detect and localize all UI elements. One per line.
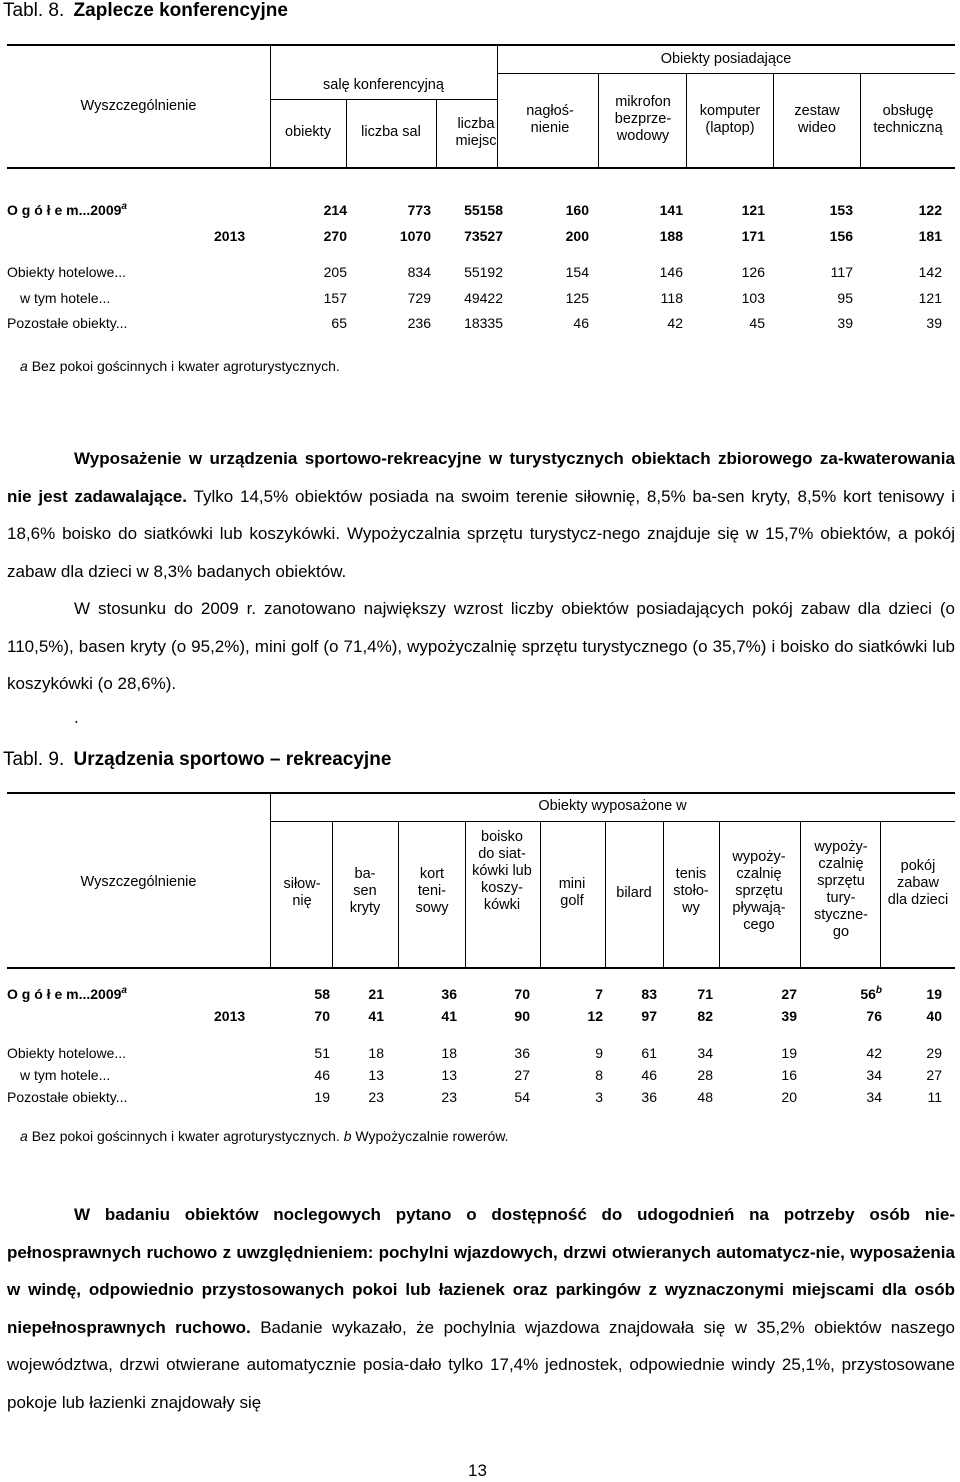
table9-cell: 11 <box>927 1089 942 1105</box>
table9-header-rule <box>7 967 955 969</box>
table8-rule-posiadajace <box>497 73 955 74</box>
paragraph-accessibility <box>7 1196 955 1421</box>
table9-cell: 90 <box>514 1008 530 1024</box>
footnote-mark: b <box>343 1128 352 1144</box>
table8-vrule <box>270 45 271 167</box>
table8-cell: 200 <box>565 228 589 244</box>
table8-cell: 214 <box>323 202 347 218</box>
table9-row-label <box>20 1067 110 1083</box>
table9-cell: 48 <box>697 1089 713 1105</box>
table8-cell: 236 <box>407 315 431 331</box>
table8-cell: 39 <box>837 315 853 331</box>
row-label-text: O g ó ł e m <box>7 202 79 218</box>
table9-cell: 36 <box>514 1045 530 1061</box>
table9-row-label-year: 2013 <box>214 1008 246 1024</box>
table8-cell: 142 <box>918 264 942 280</box>
table9-cell: 34 <box>697 1045 713 1061</box>
table9-cell: 83 <box>641 986 657 1002</box>
table8-cell: 73527 <box>464 228 503 244</box>
table8-rule-sale <box>270 99 497 100</box>
row-label-year: 2009 <box>90 202 122 218</box>
footnote-mark: a <box>20 1128 28 1144</box>
table8-cell: 95 <box>837 290 853 306</box>
table9-cell: 18 <box>368 1045 384 1061</box>
table9-cell: 34 <box>866 1089 882 1105</box>
table9-cell: 51 <box>314 1045 330 1061</box>
table9-header-wyszczegolnienie: Wyszczególnienie <box>80 874 197 890</box>
table8-cell: 270 <box>323 228 347 244</box>
table8-row-label <box>7 264 126 280</box>
table8-cell: 49422 <box>464 290 503 306</box>
footnote-text: Bez pokoi gościnnych i kwater agroturystycznych. <box>31 1128 340 1144</box>
table8-title-text: Zaplecze konferencyjne <box>73 0 288 21</box>
table8-cell: 1070 <box>399 228 431 244</box>
table9-cell: 7 <box>595 986 603 1002</box>
table8-footnote <box>20 358 340 374</box>
table9-cell: 41 <box>368 1008 384 1024</box>
table8-header-komputer: komputer (laptop) <box>699 103 761 136</box>
table8-cell: 121 <box>741 202 765 218</box>
table8-row-label-year: 2013 <box>214 228 246 244</box>
table9-cell: 56$^b$ <box>860 985 882 1002</box>
row-label-text: Pozostałe obiekty <box>7 1089 116 1105</box>
table9-vrule <box>800 822 801 967</box>
table8-header-obsluge: obsługę techniczną <box>873 103 943 136</box>
table8-cell: 55192 <box>464 264 503 280</box>
table9-cell: 12 <box>587 1008 603 1024</box>
table9-cell: 29 <box>926 1045 942 1061</box>
table8-cell: 122 <box>918 202 942 218</box>
table9-cell: 21 <box>368 986 384 1002</box>
table8-cell: 126 <box>741 264 765 280</box>
table9-cell: 42 <box>866 1045 882 1061</box>
table9-vrule <box>398 822 399 967</box>
table9-header-boisko: boisko do siat-kówki lub koszy-kówki <box>472 829 532 913</box>
row-label-text: w tym hotele <box>20 290 99 306</box>
table8-vrule <box>860 74 861 167</box>
table8-header-obiekty-posiadajace: Obiekty posiadające <box>660 51 792 67</box>
table9-title-text: Urządzenia sportowo – rekreacyjne <box>73 749 392 770</box>
table8-cell: 181 <box>918 228 942 244</box>
table8-row-label <box>7 315 127 331</box>
row-label-dots: ... <box>78 202 91 218</box>
table8-cell: 45 <box>749 315 765 331</box>
table9-cell: 70 <box>314 1008 330 1024</box>
table9-cell: 8 <box>595 1067 603 1083</box>
table9-cell: 46 <box>314 1067 330 1083</box>
table9-header-bilard: bilard <box>616 885 652 901</box>
table9-cell: 58 <box>314 986 330 1002</box>
table8-vrule <box>598 74 599 167</box>
footnote-mark: a <box>121 985 127 996</box>
table8-cell: 729 <box>407 290 431 306</box>
table9-header-mini-golf: mini golf <box>558 876 586 909</box>
table9-header-obiekty-wyposazone: Obiekty wyposażone w <box>538 798 687 814</box>
table9-cell: 41 <box>441 1008 457 1024</box>
row-label-text: Obiekty hotelowe <box>7 264 115 280</box>
table9-vrule <box>880 822 881 967</box>
table8-cell: 118 <box>660 290 683 306</box>
table9-vrule <box>270 793 271 967</box>
table9-cell: 97 <box>641 1008 657 1024</box>
table9-cell: 13 <box>368 1067 384 1083</box>
row-label-dots: ... <box>114 264 127 280</box>
table9-cell: 20 <box>781 1089 797 1105</box>
row-label-text: Obiekty hotelowe <box>7 1045 115 1061</box>
table9-row-label <box>7 1045 126 1061</box>
table8-cell: 65 <box>331 315 347 331</box>
table8-row-label <box>20 290 110 306</box>
paragraph-bold: Wyposażenie w urządzenia sportowo-rekreacyjne w turystycznych obiektach zbiorowego za-kwaterowania nie jest zadawalające. <box>7 449 955 506</box>
table8-header-liczba-miejsc: liczba miejsc <box>455 116 497 149</box>
table9-header-pokoj-zabaw: pokój zabaw dla dzieci <box>887 858 949 908</box>
table9-cell: 54 <box>514 1089 530 1105</box>
table8-cell: 205 <box>323 264 347 280</box>
table8-header-naglosnienie: nagłoś-nienie <box>526 103 574 136</box>
paragraph-sport-equipment <box>7 440 955 590</box>
table8-cell: 156 <box>829 228 853 244</box>
table8-header-liczba-sal: liczba sal <box>361 124 421 140</box>
table8-header-obiekty: obiekty <box>285 124 331 140</box>
table9-vrule <box>540 822 541 967</box>
table8-number: Tabl. 8. <box>3 0 65 21</box>
table9-cell: 61 <box>641 1045 657 1061</box>
table8-header-mikrofon: mikrofon bezprze-wodowy <box>614 94 672 144</box>
stray-dot: . <box>74 708 79 727</box>
table8-cell: 103 <box>741 290 765 306</box>
table9-vrule <box>465 822 466 967</box>
table9-cell: 9 <box>595 1045 603 1061</box>
table9-header-wypozyczalnie-plywajace: wypoży-czalnię sprzętu pływają-cego <box>732 849 786 933</box>
table9-header-kort: kort teni-sowy <box>415 866 449 916</box>
table9-cell: 19 <box>926 986 942 1002</box>
row-label-text: Pozostałe obiekty <box>7 315 116 331</box>
row-label-dots: ... <box>98 290 111 306</box>
table8-header-sale-konferencyjna: salę konferencyjną <box>323 77 444 93</box>
table9-cell: 36 <box>441 986 457 1002</box>
table9-cell: 70 <box>514 986 530 1002</box>
table9-vrule <box>663 822 664 967</box>
table8-header-wyszczegolnienie: Wyszczególnienie <box>80 98 197 114</box>
table9-cell: 28 <box>697 1067 713 1083</box>
table9-rule-wyposazone <box>270 821 955 822</box>
table8-cell: 773 <box>407 202 431 218</box>
table8-cell: 121 <box>918 290 942 306</box>
table9-vrule <box>332 822 333 967</box>
table9-row-label <box>7 986 127 1002</box>
table9-cell: 19 <box>781 1045 797 1061</box>
paragraph-text: W stosunku do 2009 r. zanotowano największy wzrost liczby obiektów posiadających pokój zabaw dla dzieci (o 110,5%), basen kryty (o 95,2%), mini golf (o 71,4%), wypożyczalnię sprzętu turystycznego (o 35,7%) i boisko do siatkówki lub koszykówki (o 28,6%). <box>7 599 955 693</box>
table9-row-label <box>7 1089 127 1105</box>
table9-cell: 36 <box>641 1089 657 1105</box>
paragraph-growth <box>7 590 955 703</box>
table9-number: Tabl. 9. <box>3 749 65 770</box>
table9-cell: 16 <box>781 1067 797 1083</box>
table8-cell: 141 <box>659 202 683 218</box>
paragraph-text: Tylko 14,5% obiektów posiada na swoim terenie siłownię, 8,5% ba-sen kryty, 8,5% kort tenisowy i 18,6% boisko do siatkówki lub koszykówki. Wypożyczalnia sprzętu turystycz-nego znajduje się w 15,7% obiektów, a pokój zabaw dla dzieci w 8,3% badanych obiektów. <box>7 486 955 581</box>
table9-top-rule <box>7 792 955 794</box>
table9-cell: 27 <box>781 986 797 1002</box>
table8-cell: 146 <box>659 264 683 280</box>
table8-cell: 55158 <box>464 202 503 218</box>
table8-cell: 18335 <box>464 315 503 331</box>
table8-vrule <box>773 74 774 167</box>
table8-cell: 160 <box>565 202 589 218</box>
table8-cell: 188 <box>659 228 683 244</box>
table9-cell: 18 <box>441 1045 457 1061</box>
table9-cell: 82 <box>697 1008 713 1024</box>
table9-cell: 27 <box>514 1067 530 1083</box>
table8-row-label <box>7 202 127 218</box>
footnote-text: Bez pokoi gościnnych i kwater agroturystycznych. <box>31 358 340 374</box>
table9-header-basen: ba-sen kryty <box>349 866 381 916</box>
table8-cell: 834 <box>407 264 431 280</box>
table8-cell: 154 <box>565 264 589 280</box>
footnote-text: Wypożyczalnie rowerów. <box>355 1128 509 1144</box>
table8-cell: 125 <box>565 290 589 306</box>
table8-cell: 117 <box>830 264 853 280</box>
table8-cell: 157 <box>323 290 347 306</box>
table9-header-wypozyczalnie-turystyczne: wypoży-czalnię sprzętu tury-styczne-go <box>814 839 868 940</box>
footnote-mark: a <box>121 201 127 212</box>
footnote-mark: a <box>20 358 28 374</box>
paragraph-bold: W badaniu obiektów noclegowych pytano o dostępność do udogodnień na potrzeby osób nie-pełnosprawnych ruchowo z uwzględnieniem: pochylni wjazdowych, drzwi otwieranych automatycz-nie, wyposażenia w windę, odpowiednio przystosowanych pokoi lub łazienek oraz parkingów z wyznaczonymi miejscami dla osób niepełnosprawnych ruchowo. <box>7 1205 955 1337</box>
table9-cell: 34 <box>866 1067 882 1083</box>
table8-header-rule <box>7 167 955 169</box>
table8-header-zestaw-wideo: zestaw wideo <box>794 103 840 136</box>
table9-header-tenis: tenis stoło-wy <box>673 866 709 916</box>
table8-cell: 171 <box>741 228 765 244</box>
row-label-dots: ... <box>115 315 128 331</box>
table8-top-rule <box>7 44 955 46</box>
table8-title <box>3 0 288 22</box>
row-label-year: 2009 <box>90 986 122 1002</box>
table8-vrule <box>436 100 437 167</box>
row-label-dots: ... <box>115 1089 128 1105</box>
table9-cell: 13 <box>441 1067 457 1083</box>
table9-cell: 40 <box>926 1008 942 1024</box>
paragraph-text: Badanie wykazało, że pochylnia wjazdowa znajdowała się w 35,2% obiektów naszego województwa, drzwi otwierane automatycznie posia-dało tylko 17,4% jednostek, odpowiednie windy 25,1%, przystosowane pokoje lub łazienki znajdowały się <box>7 1317 955 1412</box>
table9-title <box>3 749 391 771</box>
table9-cell: 19 <box>314 1089 330 1105</box>
footnote-mark: b <box>875 985 882 996</box>
table9-cell: 39 <box>781 1008 797 1024</box>
table9-cell: 71 <box>697 986 713 1002</box>
table9-vrule <box>719 822 720 967</box>
row-label-text: w tym hotele <box>20 1067 99 1083</box>
table9-cell: 76 <box>866 1008 882 1024</box>
page-number: 13 <box>468 1461 487 1480</box>
table9-header-silownie: siłow-nię <box>283 876 321 909</box>
row-label-text: O g ó ł e m <box>7 986 79 1002</box>
table9-cell: 46 <box>641 1067 657 1083</box>
table8-cell: 153 <box>829 202 853 218</box>
row-label-dots: ... <box>98 1067 111 1083</box>
table9-cell: 3 <box>595 1089 603 1105</box>
table9-footnote <box>20 1128 509 1144</box>
table8-cell: 39 <box>926 315 942 331</box>
row-label-dots: ... <box>78 986 91 1002</box>
table8-vrule <box>686 74 687 167</box>
table8-cell: 42 <box>667 315 683 331</box>
table9-cell: 23 <box>441 1089 457 1105</box>
table8-cell: 46 <box>573 315 589 331</box>
table9-cell: 23 <box>368 1089 384 1105</box>
row-label-dots: ... <box>114 1045 127 1061</box>
table9-cell: 27 <box>926 1067 942 1083</box>
